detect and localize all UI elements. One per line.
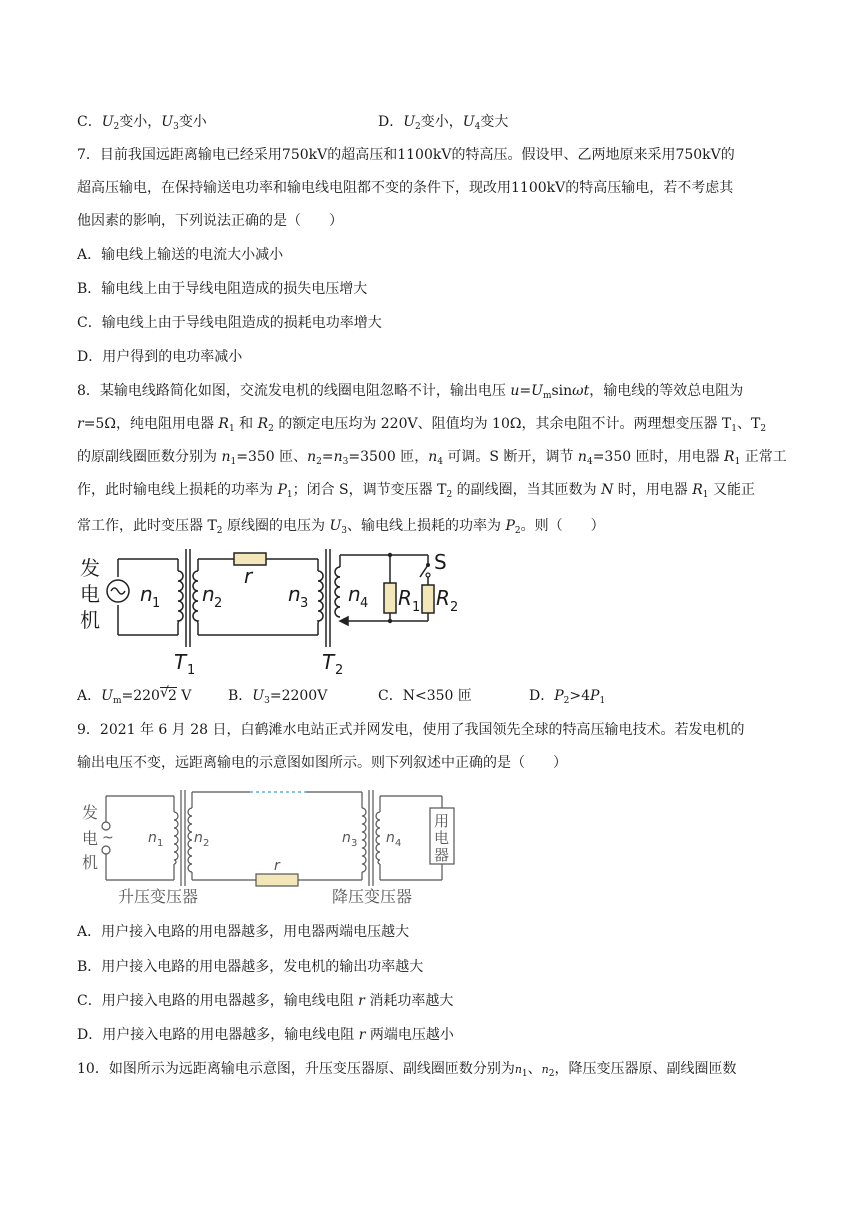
svg-text:n: n [194,830,203,846]
line-resistor-r [256,874,298,886]
svg-text:发: 发 [80,556,100,580]
q8-option-b: B．$U_3=2200V$ [228,688,328,706]
q7-stem-line2: 超高压输电，在保持输送电功率和输电线电阻都不变的条件下，现改用1100kV的特高压输电，若不考虑其 [77,180,734,196]
svg-text:3: 3 [351,838,358,849]
q9-option-d: D．用户接入电路的用电器越多，输电线电阻 r 两端电压越小 [77,1027,454,1043]
resistor-r1 [384,583,396,613]
q10-stem-line1: 10．如图所示为远距离输电示意图，升压变压器原、副线圈匝数分别为$n_1$、$n_2$，降压变压器原、副线圈匝数 [77,1061,737,1079]
svg-text:n: n [148,830,157,846]
svg-text:R: R [436,586,450,610]
q9-stem-line2: 输出电压不变，远距离输电的示意图如图所示。则下列叙述中正确的是（ ） [77,755,567,771]
svg-text:r: r [244,564,253,588]
svg-text:~: ~ [102,830,114,846]
svg-text:T: T [174,650,187,674]
q6-option-d: D．$U_2$变小，$U_4$变大 [378,114,509,132]
svg-text:1: 1 [187,663,196,677]
q7-stem-line3: 他因素的影响，下列说法正确的是（ ） [77,213,343,229]
q8-stem-line2: r=5Ω，纯电阻用电器 $R_1$ 和 $R_2$ 的额定电压均为 220V、阻值均为 10Ω，其余电阻不计。两理想变压器 $T_1$、$T_2$ [77,416,767,434]
q9-option-b: B．用户接入电路的用电器越多，发电机的输出功率越大 [77,959,424,975]
q8-option-c: C．N<350 匝 [378,688,472,704]
q8-stem-line5: 常工作，此时变压器 $T_2$ 原线圈的电压为 $U_3$、输电线上损耗的功率为 $P_2$。则（ ） [77,518,605,536]
svg-text:n: n [348,582,361,606]
svg-text:3: 3 [300,596,309,611]
svg-text:2: 2 [203,838,210,849]
svg-text:电: 电 [80,582,100,606]
svg-text:n: n [342,830,351,846]
svg-text:r: r [274,858,280,874]
resistor-r2 [422,585,434,613]
q8-stem-line1: 8．某输电线路简化如图，交流发电机的线圈电阻忽略不计，输出电压 $u=U_m\sin\omega t$，输电线的等效总电阻为 [77,383,744,401]
q9-stem-line1: 9．2021 年 6 月 28 日，白鹤滩水电站正式并网发电，使用了我国领先全球的特高压输电技术。若发电机的 [77,722,745,738]
q9-option-a: A．用户接入电路的用电器越多，用电器两端电压越大 [77,924,410,940]
q9-transmission-diagram [78,788,470,910]
q8-stem-line4: 作，此时输电线上损耗的功率为 $P_1$；闭合 S，调节变压器 $T_2$ 的副线圈，当其匝数为 N 时，用电器 $R_1$ 又能正 [77,482,755,500]
svg-text:n: n [386,830,395,846]
svg-text:2: 2 [214,596,223,611]
q9-option-c: C．用户接入电路的用电器越多，输电线电阻 r 消耗功率越大 [77,993,454,1009]
svg-text:n: n [288,582,301,606]
q7-option-c: C．输电线上由于导线电阻造成的损耗电功率增大 [77,315,382,331]
svg-text:1: 1 [152,596,161,611]
svg-text:n: n [140,582,153,606]
svg-text:2: 2 [450,600,459,615]
q8-stem-line3: 的原副线圈匝数分别为 $n_1=350$ 匝、$n_2=n_3=3500$ 匝，$n_4$ 可调。S 断开，调节 $n_4=350$ 匝时，用电器 $R_1$ 正常工 [77,449,787,467]
svg-text:发: 发 [82,803,99,822]
q7-option-a: A．输电线上输送的电流大小减小 [77,247,284,263]
svg-text:电: 电 [434,829,450,847]
sqrt-symbol: √ 2 [159,685,177,704]
svg-text:器: 器 [434,846,450,864]
svg-text:降压变压器: 降压变压器 [332,887,413,906]
svg-text:用: 用 [434,812,450,830]
svg-text:2: 2 [335,663,344,677]
svg-text:R: R [398,586,412,610]
q7-stem-line1: 7．目前我国远距离输电已经采用750kV的超高压和1100kV的特高压。假设甲、乙两地原来采用750kV的 [77,147,735,163]
svg-text:4: 4 [395,838,402,849]
q6-option-c: C．$U_2$变小，$U_3$变小 [77,114,207,132]
svg-text:机: 机 [80,608,100,632]
svg-text:S: S [434,550,447,574]
svg-text:升压变压器: 升压变压器 [118,887,199,906]
q8-option-d: D．$P_2>4P_1$ [529,688,606,706]
svg-text:n: n [202,582,215,606]
svg-text:T: T [322,650,335,674]
q8-circuit-diagram [78,545,470,677]
svg-text:1: 1 [157,838,164,849]
svg-text:4: 4 [360,596,369,611]
q7-option-b: B．输电线上由于导线电阻造成的损失电压增大 [77,281,368,297]
q7-option-d: D．用户得到的电功率减小 [77,349,243,365]
svg-text:机: 机 [82,853,99,872]
svg-text:1: 1 [412,600,421,615]
q8-option-a: A．$U_m=220$ √ 2 V [77,685,192,706]
svg-text:电: 电 [82,829,99,848]
